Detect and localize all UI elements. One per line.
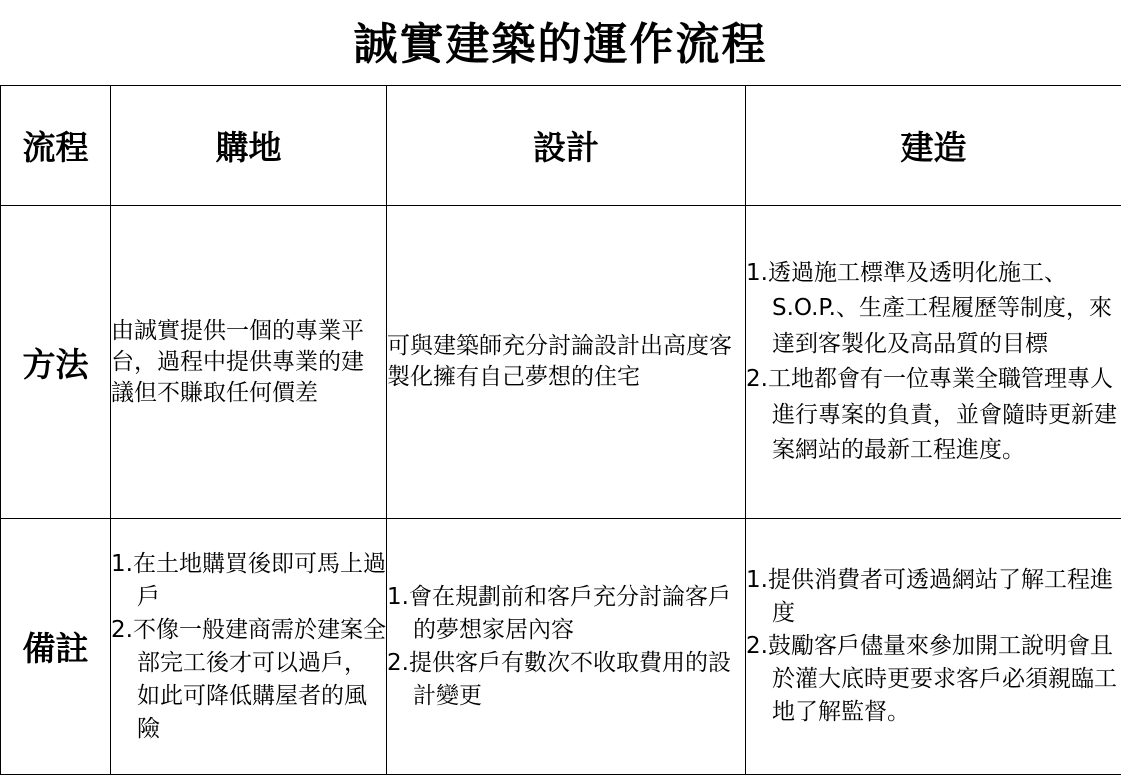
method-buy-cell: 由誠實提供一個的專業平台，過程中提供專業的建議但不賺取任何價差	[111, 206, 387, 519]
note-build-list	[746, 564, 1121, 729]
header-design-cell: 設計	[387, 86, 746, 206]
page-title: 誠實建築的運作流程	[353, 19, 768, 70]
note-row	[1, 519, 1121, 775]
method-design-cell: 可與建築師充分討論設計出高度客製化擁有自己夢想的住宅	[387, 206, 746, 519]
process-table	[0, 85, 1121, 775]
header-build-cell: 建造	[746, 86, 1121, 206]
method-row	[1, 206, 1121, 519]
list-item: 1.會在規劃前和客戶充分討論客戶的夢想家居內容	[387, 583, 731, 643]
note-label-cell: 備註	[1, 519, 111, 775]
note-buy-list	[111, 548, 386, 746]
method-label-cell: 方法	[1, 206, 111, 519]
note-design-list	[387, 581, 745, 713]
note-design-cell	[387, 519, 746, 775]
list-item: 1.透過施工標準及透明化施工、S.O.P.、生產工程履歷等制度，來達到客製化及高品質的目標	[746, 259, 1112, 357]
list-item: 1.在土地購買後即可馬上過戶	[111, 550, 386, 610]
header-label-cell: 流程	[1, 86, 111, 206]
method-build-list	[746, 256, 1121, 469]
list-item: 2.不像一般建商需於建案全部完工後才可以過戶，如此可降低購屋者的風險	[111, 616, 386, 742]
header-buy-cell: 購地	[111, 86, 387, 206]
list-item: 2.鼓勵客戶儘量來參加開工說明會且於灌大底時更要求客戶必須親臨工地了解監督。	[746, 633, 1117, 725]
note-buy-cell	[111, 519, 387, 775]
list-item: 2.提供客戶有數次不收取費用的設計變更	[387, 649, 731, 709]
list-item: 1.提供消費者可透過網站了解工程進度	[746, 567, 1113, 626]
list-item: 2.工地都會有一位專業全職管理專人進行專案的負責，並會隨時更新建案網站的最新工程進度。	[746, 366, 1117, 463]
header-row	[1, 86, 1121, 206]
method-build-cell	[746, 206, 1121, 519]
note-build-cell	[746, 519, 1121, 775]
